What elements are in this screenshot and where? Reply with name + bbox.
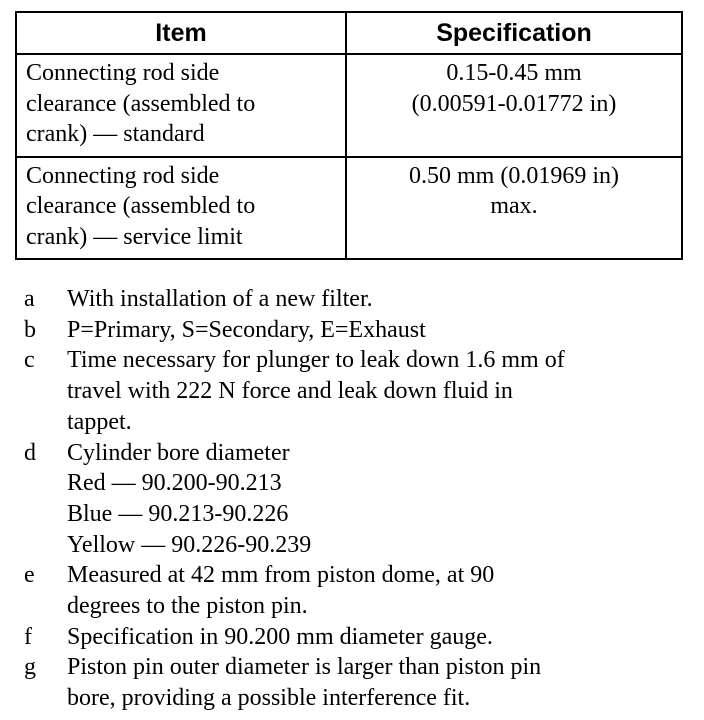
footnote-body: [67, 284, 694, 315]
footnote-letter: f: [24, 623, 32, 650]
footnote-text: Blue — 90.213-90.226: [67, 500, 289, 527]
footnote-text: Measured at 42 mm from piston dome, at 90: [67, 562, 495, 589]
footnote-d: [24, 438, 694, 561]
spec-text: max.: [490, 193, 538, 219]
item-text: crank) — service limit: [26, 223, 243, 250]
header-item: Item: [16, 12, 346, 54]
footnote-text: Time necessary for plunger to leak down 1.6 mm of: [67, 347, 565, 374]
footnote-letter: b: [24, 316, 36, 343]
item-text: Connecting rod side: [26, 60, 220, 86]
item-text: crank) — standard: [26, 121, 205, 147]
spec-cell: [346, 54, 682, 157]
item-cell: [16, 54, 346, 157]
footnote-b: [24, 315, 694, 346]
footnote-text: Specification in 90.200 mm diameter gauge.: [67, 623, 493, 650]
footnote-text: degrees to the piston pin.: [67, 593, 308, 620]
footnote-letter: a: [24, 286, 35, 312]
footnote-text: Cylinder bore diameter: [67, 439, 290, 466]
footnote-letter: g: [24, 654, 36, 681]
footnote-letter: d: [24, 439, 36, 466]
footnote-c: [24, 345, 694, 437]
footnote-f: [24, 622, 694, 653]
table-header-row: [16, 12, 682, 54]
footnote-a: [24, 284, 694, 315]
footnote-body: [67, 345, 694, 437]
footnote-text: bore, providing a possible interference fit.: [67, 685, 471, 712]
item-text: clearance (assembled to: [26, 193, 256, 219]
spec-cell: [346, 157, 682, 260]
footnote-body: [67, 560, 694, 621]
footnote-text: P=Primary, S=Secondary, E=Exhaust: [67, 316, 426, 343]
footnote-letter: c: [24, 347, 35, 374]
footnote-text: tappet.: [67, 408, 132, 435]
footnote-letter: e: [24, 562, 35, 589]
footnote-e: [24, 560, 694, 621]
spec-text: 0.15-0.45 mm: [446, 60, 582, 86]
header-specification: Specification: [346, 12, 682, 54]
footnote-text: With installation of a new filter.: [67, 286, 373, 312]
footnote-text: Red — 90.200-90.213: [67, 470, 282, 497]
item-cell: [16, 157, 346, 260]
footnote-text: Piston pin outer diameter is larger than piston pin: [67, 654, 542, 681]
table-row: [16, 157, 682, 260]
footnote-g: [24, 652, 694, 713]
table-row: [16, 54, 682, 157]
item-text: Connecting rod side: [26, 162, 220, 189]
footnote-body: [67, 315, 694, 346]
footnote-body: [67, 652, 694, 713]
footnote-text: Yellow — 90.226-90.239: [67, 531, 312, 558]
footnote-body: [67, 438, 694, 561]
specification-table: [15, 11, 683, 260]
footnote-text: travel with 222 N force and leak down fluid in: [67, 378, 513, 405]
spec-text: (0.00591-0.01772 in): [411, 90, 617, 117]
spec-text: 0.50 mm (0.01969 in): [409, 162, 619, 189]
footnotes-list: [24, 284, 694, 714]
item-text: clearance (assembled to: [26, 90, 256, 117]
footnote-body: [67, 622, 694, 653]
